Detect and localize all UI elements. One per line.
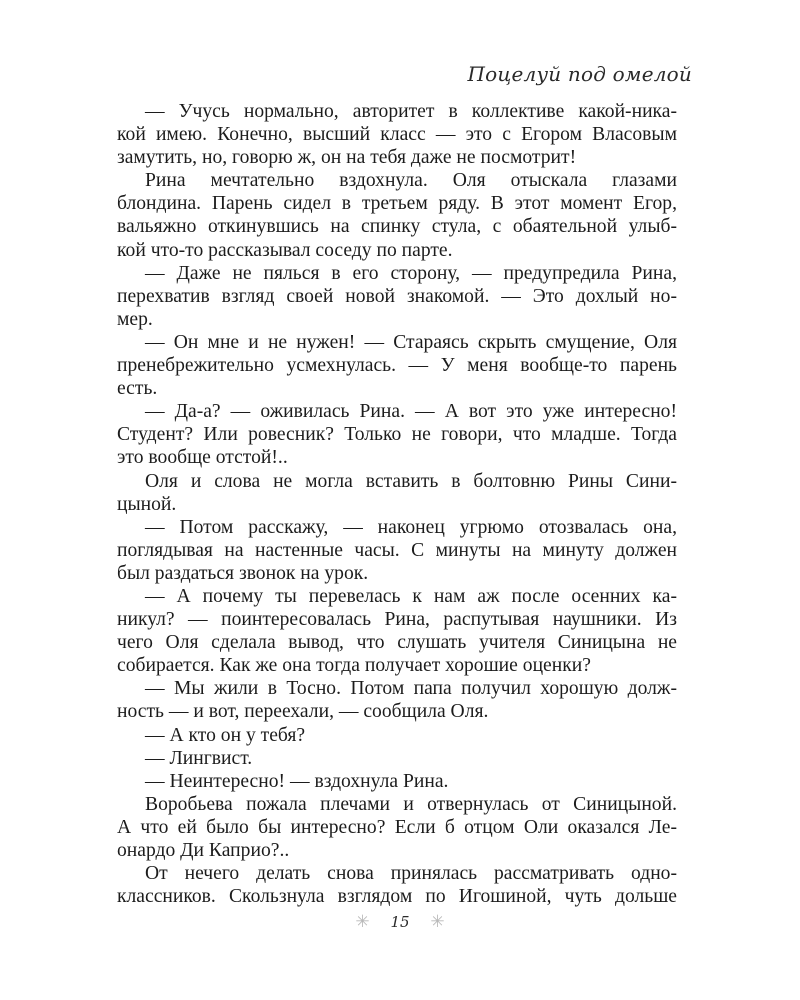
text-line: пренебрежительно усмехнулась. — У меня вообще-то парень bbox=[117, 355, 677, 377]
text-line: кой что-то рассказывал соседу по парте. bbox=[117, 239, 453, 261]
text-line: был раздаться звонок на урок. bbox=[117, 562, 369, 584]
folio bbox=[0, 912, 800, 932]
text-line: поглядывая на настенные часы. С минуты на минуту должен bbox=[117, 539, 677, 561]
text-line: — Лингвист. bbox=[145, 747, 253, 769]
text-line: — Потом расскажу, — наконец угрюмо отозвалась она, bbox=[145, 516, 677, 538]
text-line: замутить, но, говорю ж, он на тебя даже не посмотрит! bbox=[117, 147, 577, 169]
text-line: это вообще отстой!.. bbox=[117, 447, 288, 469]
text-line: перехватив взгляд своей новой знакомой. — Это дохлый но- bbox=[117, 285, 677, 307]
text-line: ность — и вот, переехали, — сообщила Оля. bbox=[117, 701, 489, 723]
text-line: Воробьева пожала плечами и отвернулась от Синицыной. bbox=[145, 793, 677, 815]
text-line: — Даже не пялься в его сторону, — предупредила Рина, bbox=[145, 262, 677, 284]
text-line: онардо Ди Каприо?.. bbox=[117, 840, 290, 861]
body-text bbox=[117, 100, 677, 908]
ornament-right-icon: ✳ bbox=[430, 912, 445, 932]
text-line: блондина. Парень сидел в третьем ряду. В этот момент Егор, bbox=[117, 193, 677, 215]
text-line: — Неинтересно! — вздохнула Рина. bbox=[145, 770, 449, 792]
text-line: — А кто он у тебя? bbox=[145, 724, 306, 746]
text-line: — Он мне и не нужен! — Стараясь скрыть смущение, Оля bbox=[145, 331, 677, 353]
text-line: собирается. Как же она тогда получает хорошие оценки? bbox=[117, 655, 591, 677]
text-line: цыной. bbox=[117, 493, 177, 515]
text-line: классников. Скользнула взглядом по Игошиной, чуть дольше bbox=[117, 886, 677, 908]
text-line: — Да-а? — оживилась Рина. — А вот это уже интересно! bbox=[145, 401, 677, 423]
text-line: Студент? Или ровесник? Только не говори, что младше. Тогда bbox=[117, 424, 677, 446]
text-line: вальяжно откинувшись на спинку стула, с обаятельной улыб- bbox=[117, 216, 677, 238]
text-line: А что ей было бы интересно? Если б отцом Оли оказался Ле- bbox=[117, 816, 677, 838]
text-line: — А почему ты перевелась к нам аж после осенних ка- bbox=[145, 585, 677, 607]
text-line: есть. bbox=[117, 378, 158, 400]
text-line: Рина мечтательно вздохнула. Оля отыскала глазами bbox=[145, 170, 677, 192]
running-title: Поцелуй под омелой bbox=[467, 62, 692, 86]
text-line: От нечего делать снова принялась рассматривать одно- bbox=[145, 863, 677, 885]
text-line: кой имею. Конечно, высший класс — это с Егором Власовым bbox=[117, 124, 677, 146]
text-line: Оля и слова не могла вставить в болтовню Рины Сини- bbox=[145, 470, 677, 492]
text-line: мер. bbox=[117, 308, 153, 330]
page-number: 15 bbox=[390, 913, 410, 931]
text-line: никул? — поинтересовалась Рина, распутывая наушники. Из bbox=[117, 609, 677, 631]
text-line: — Мы жили в Тосно. Потом папа получил хорошую долж- bbox=[145, 678, 677, 700]
ornament-left-icon: ✳ bbox=[355, 912, 370, 932]
text-line: чего Оля сделала вывод, что слушать учителя Синицына не bbox=[117, 632, 677, 654]
text-line: — Учусь нормально, авторитет в коллективе какой-ника- bbox=[145, 101, 677, 122]
